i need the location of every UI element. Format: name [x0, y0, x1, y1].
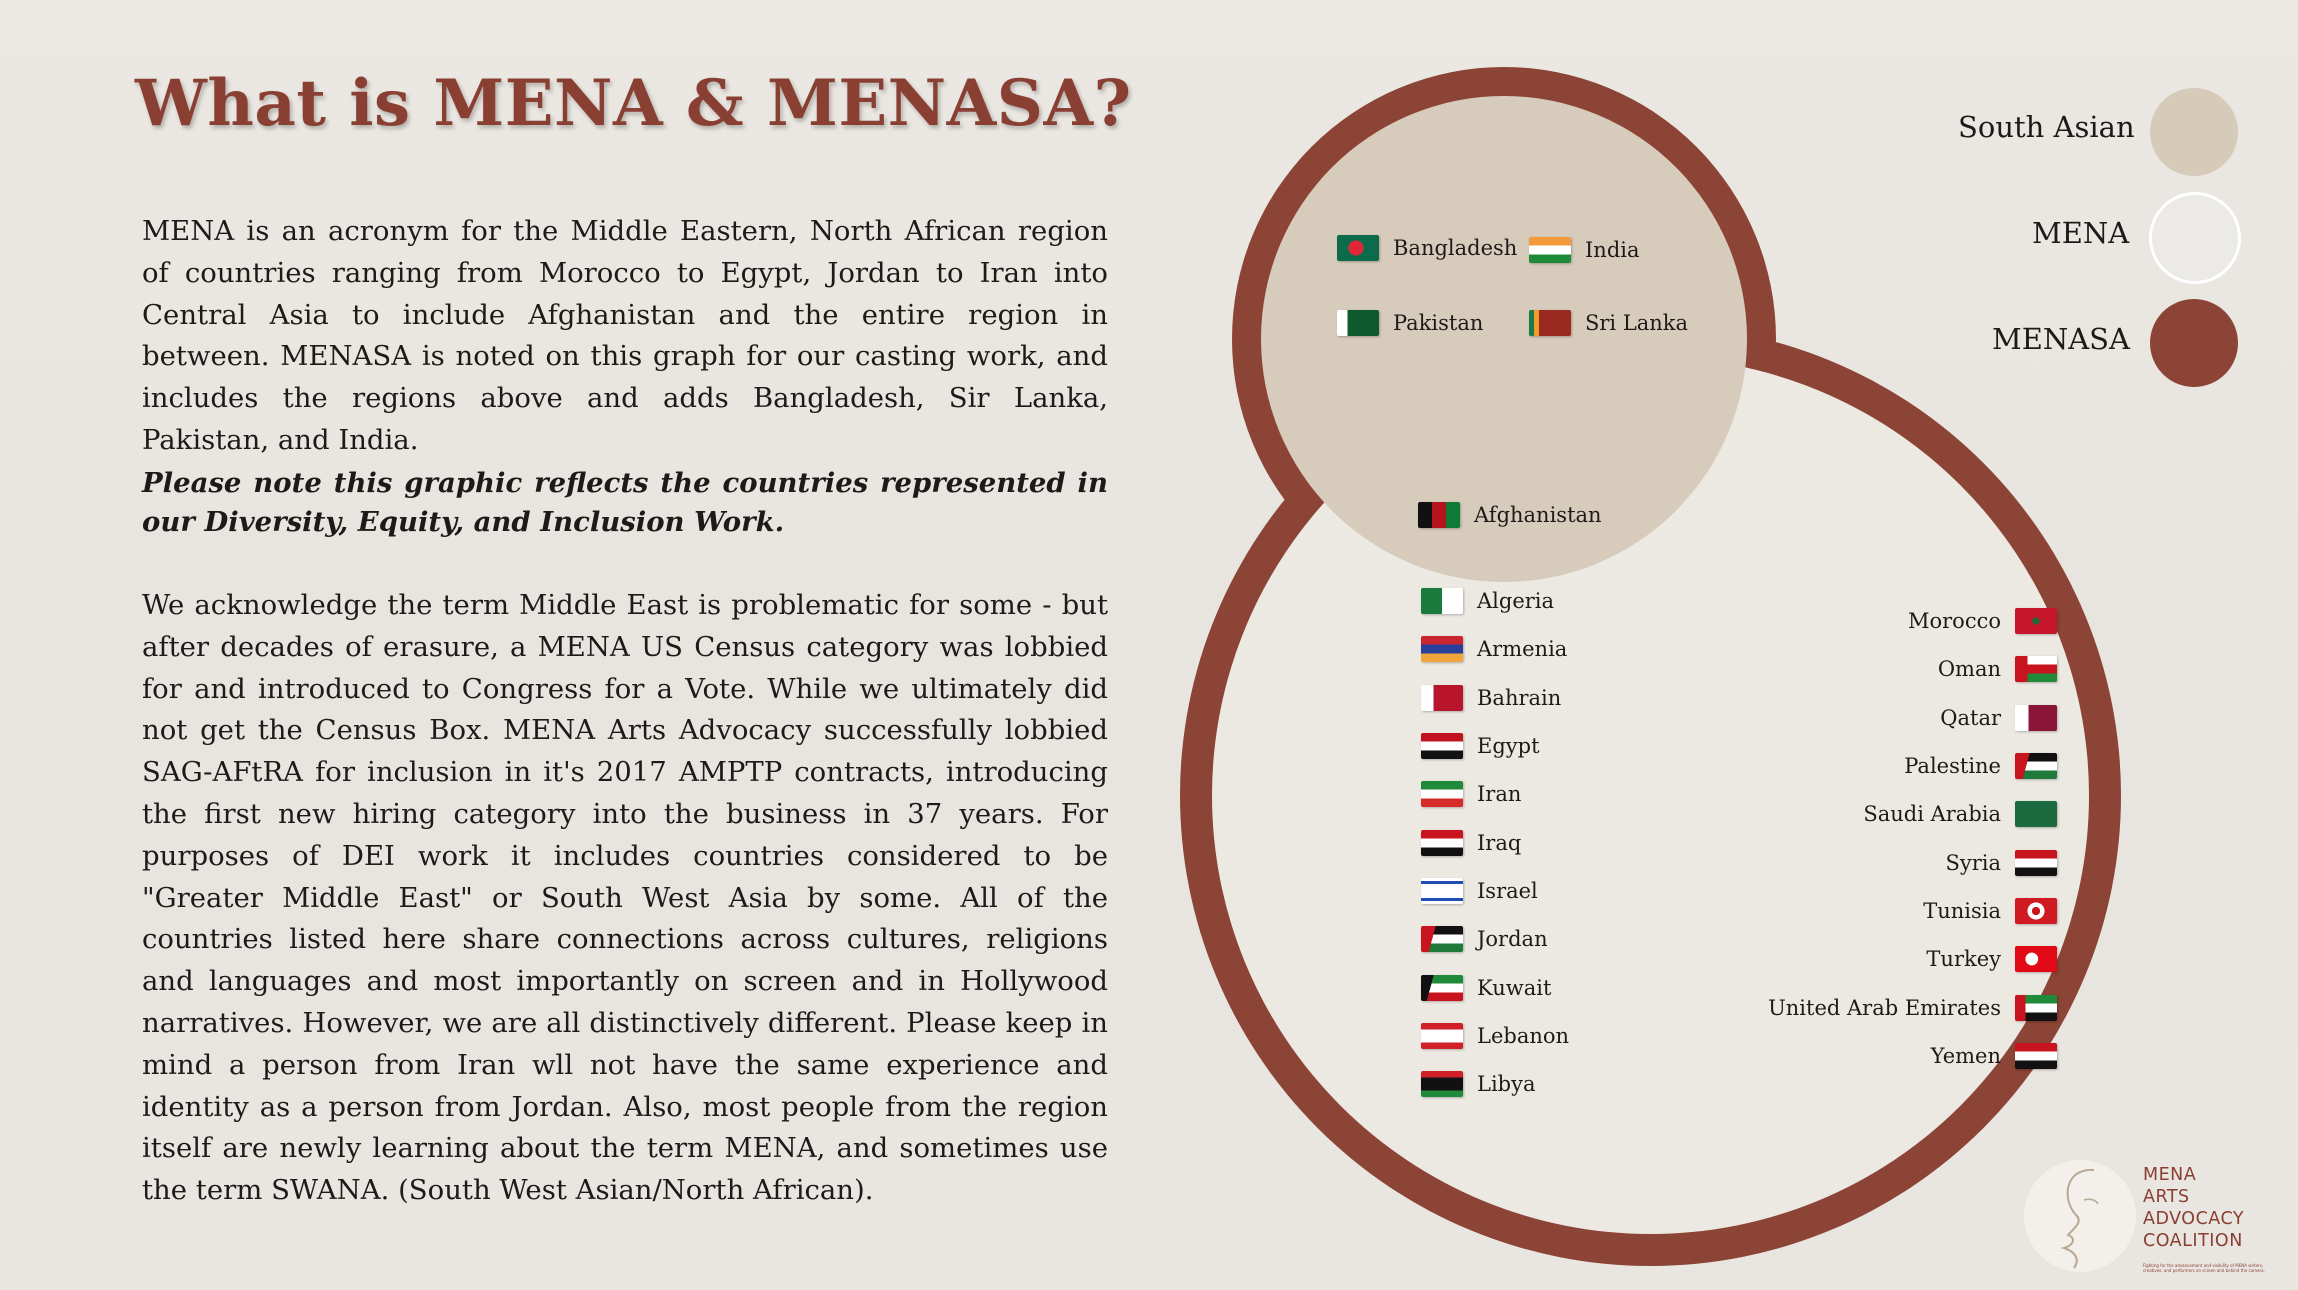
legend-dot-menasa: [2150, 299, 2238, 387]
pakistan-flag-icon: [1337, 310, 1379, 336]
country-palestine: [1904, 753, 2057, 779]
country-label: Syria: [1945, 851, 2001, 875]
country-label: Palestine: [1904, 754, 2001, 778]
country-label: Lebanon: [1477, 1024, 1570, 1048]
country-armenia: [1421, 636, 1567, 662]
palestine-flag-icon: [2015, 753, 2057, 779]
page-title: What is MENA & MENASA?: [135, 66, 1132, 141]
country-label: Sri Lanka: [1585, 311, 1689, 335]
logo-tagline: Fighting for the advancement and visibility of MENA writers, creatives, and performers on screen and behind the camera.: [2143, 1263, 2265, 1273]
country-label: United Arab Emirates: [1768, 996, 2001, 1020]
acknowledgement-paragraph: We acknowledge the term Middle East is problematic for some - but after decades of erasure, a MENA US Census category was lobbied for and introduced to Congress for a Vote. While we ultimately did not get the Census Box. MENA Arts Advocacy successfully lobbied SAG-AFtRA for inclusion in it's 2017 AMPTP contracts, introducing the first new hiring category into the business in 37 years. For purposes of DEI work it includes countries considered to be "Greater Middle East" or South West Asia by some. All of the countries listed here share connections across cultures, religions and languages and most importantly on screen and in Hollywood narratives. However, we are all distinctively different. Please keep in mind a person from Iran wll not have the same experience and identity as a person from Jordan. Also, most people from the region itself are newly learning about the term MENA, and sometimes use the term SWANA. (South West Asian/North African).: [142, 589, 1108, 1207]
country-label: Armenia: [1477, 637, 1568, 661]
note-paragraph: Please note this graphic reflects the countries represented in our Diversity, Equity, and Inclusion Work.: [142, 467, 1108, 538]
logo-emblem: [2024, 1160, 2136, 1272]
face-line-icon: [2024, 1160, 2136, 1272]
country-morocco: [1908, 608, 2057, 634]
country-label: Iraq: [1477, 831, 1522, 855]
country-label: Algeria: [1477, 589, 1555, 613]
country-algeria: [1421, 588, 1554, 614]
iraq-flag-icon: [1421, 830, 1463, 856]
bahrain-flag-icon: [1421, 685, 1463, 711]
country-label: Saudi Arabia: [1863, 802, 2001, 826]
oman-flag-icon: [2015, 656, 2057, 682]
country-turkey: [1926, 946, 2057, 972]
india-flag-icon: [1529, 237, 1571, 263]
country-label: Pakistan: [1393, 311, 1484, 335]
country-label: Bangladesh: [1393, 236, 1518, 260]
country-label: Jordan: [1477, 927, 1548, 951]
srilanka-flag-icon: [1529, 310, 1571, 336]
country-label: Israel: [1477, 879, 1538, 903]
saudi-flag-icon: [2015, 801, 2057, 827]
country-tunisia: [1923, 898, 2057, 924]
country-uae: [1768, 995, 2057, 1021]
venn-diagram: [1180, 60, 2140, 1280]
country-label: Morocco: [1908, 609, 2001, 633]
country-egypt: [1421, 733, 1540, 759]
intro-paragraph: MENA is an acronym for the Middle Eastern, North African region of countries ranging from Morocco to Egypt, Jordan to Iran into Central Asia to include Afghanistan and the entire region in between. MENASA is noted on this graph for our casting work, and includes the regions above and adds Bangladesh, Sir Lanka, Pakistan, and India.: [142, 215, 1108, 456]
libya-flag-icon: [1421, 1071, 1463, 1097]
country-lebanon: [1421, 1023, 1569, 1049]
country-label: Yemen: [1930, 1044, 2001, 1068]
uae-flag-icon: [2015, 995, 2057, 1021]
country-jordan: [1421, 926, 1548, 952]
country-label: Qatar: [1940, 706, 2001, 730]
turkey-flag-icon: [2015, 946, 2057, 972]
country-kuwait: [1421, 975, 1551, 1001]
country-oman: [1938, 656, 2057, 682]
country-label: Oman: [1937, 657, 2001, 681]
legend-label-menasa: MENASA: [1992, 322, 2130, 356]
morocco-flag-icon: [2015, 608, 2057, 634]
israel-flag-icon: [1421, 878, 1463, 904]
country-afghanistan: [1418, 502, 1602, 528]
country-label: Tunisia: [1923, 899, 2001, 923]
country-label: Iran: [1477, 782, 1522, 806]
qatar-flag-icon: [2015, 705, 2057, 731]
country-india: [1529, 237, 1640, 263]
tunisia-flag-icon: [2015, 898, 2057, 924]
iran-flag-icon: [1421, 781, 1463, 807]
afghanistan-flag-icon: [1418, 502, 1460, 528]
yemen-flag-icon: [2015, 1043, 2057, 1069]
jordan-flag-icon: [1421, 926, 1463, 952]
legend-dot-mena: [2149, 192, 2241, 284]
country-qatar: [1940, 705, 2057, 731]
egypt-flag-icon: [1421, 733, 1463, 759]
country-libya: [1421, 1071, 1536, 1097]
country-label: Libya: [1477, 1072, 1536, 1096]
country-label: Turkey: [1926, 947, 2001, 971]
country-label: Kuwait: [1477, 976, 1552, 1000]
syria-flag-icon: [2015, 850, 2057, 876]
algeria-flag-icon: [1421, 588, 1463, 614]
country-bangladesh: [1337, 235, 1517, 261]
legend-label-mena: MENA: [2032, 216, 2130, 250]
country-iraq: [1421, 830, 1521, 856]
legend-label-south-asian: South Asian: [1958, 110, 2135, 144]
bangladesh-flag-icon: [1337, 235, 1379, 261]
logo-wordmark: MENA ARTS ADVOCACY COALITION: [2143, 1165, 2245, 1251]
kuwait-flag-icon: [1421, 975, 1463, 1001]
country-label: Egypt: [1477, 734, 1540, 758]
country-bahrain: [1421, 685, 1561, 711]
country-saudi: [1863, 801, 2057, 827]
legend-dot-south-asian: [2150, 88, 2238, 176]
country-syria: [1945, 850, 2057, 876]
country-srilanka: [1529, 310, 1688, 336]
country-israel: [1421, 878, 1538, 904]
country-label: Bahrain: [1477, 686, 1562, 710]
country-label: India: [1585, 238, 1640, 262]
country-yemen: [1931, 1043, 2057, 1069]
country-pakistan: [1337, 310, 1483, 336]
armenia-flag-icon: [1421, 636, 1463, 662]
country-label: Afghanistan: [1474, 503, 1602, 527]
lebanon-flag-icon: [1421, 1023, 1463, 1049]
country-iran: [1421, 781, 1521, 807]
